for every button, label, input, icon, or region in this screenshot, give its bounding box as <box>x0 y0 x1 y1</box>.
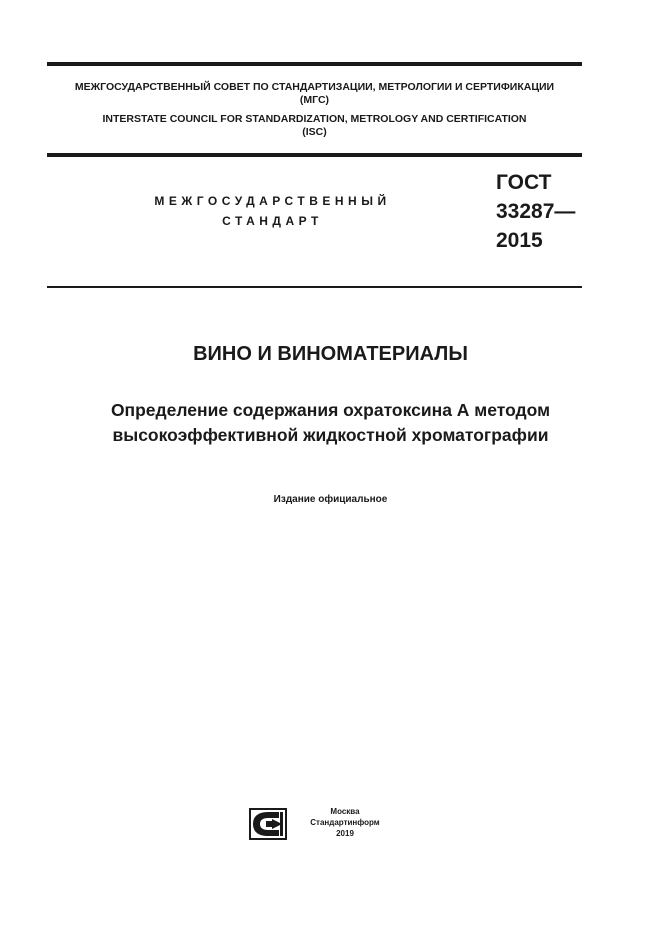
designation-year: 2015 <box>496 229 543 252</box>
document-title: ВИНО И ВИНОМАТЕРИАЛЫ <box>193 343 468 365</box>
designation-number: 33287— <box>496 200 576 223</box>
council-en-line1: INTERSTATE COUNCIL FOR STANDARDIZATION, METROLOGY AND CERTIFICATION <box>102 113 527 125</box>
publisher-year: 2019 <box>336 829 354 838</box>
document-subtitle <box>40 398 621 448</box>
standard-type-line2: СТАНДАРТ <box>222 214 323 228</box>
council-en-abbr: (ISC) <box>302 126 327 138</box>
council-ru-abbr: (МГС) <box>299 94 330 106</box>
top-rule <box>47 62 582 66</box>
standartinform-logo-icon <box>249 808 287 840</box>
council-name-ru <box>47 81 582 107</box>
standard-designation <box>496 168 575 255</box>
publisher-info <box>300 806 390 839</box>
standard-type <box>130 191 415 231</box>
publisher-name: Стандартинформ <box>310 818 380 827</box>
designation-prefix: ГОСТ <box>496 171 552 194</box>
publisher-city: Москва <box>330 807 360 816</box>
bottom-rule <box>47 286 582 288</box>
edition-label: Издание официальное <box>273 494 388 505</box>
subtitle-line2: высокоэффективной жидкостной хроматографии <box>112 425 549 445</box>
council-name-en <box>47 113 582 139</box>
council-ru-line1: МЕЖГОСУДАРСТВЕННЫЙ СОВЕТ ПО СТАНДАРТИЗАЦИИ, МЕТРОЛОГИИ И СЕРТИФИКАЦИИ <box>74 81 555 93</box>
logo-graphic <box>249 808 287 840</box>
subtitle-line1: Определение содержания охратоксина А методом <box>110 400 551 420</box>
standard-type-line1: МЕЖГОСУДАРСТВЕННЫЙ <box>154 194 391 208</box>
middle-rule <box>47 153 582 157</box>
